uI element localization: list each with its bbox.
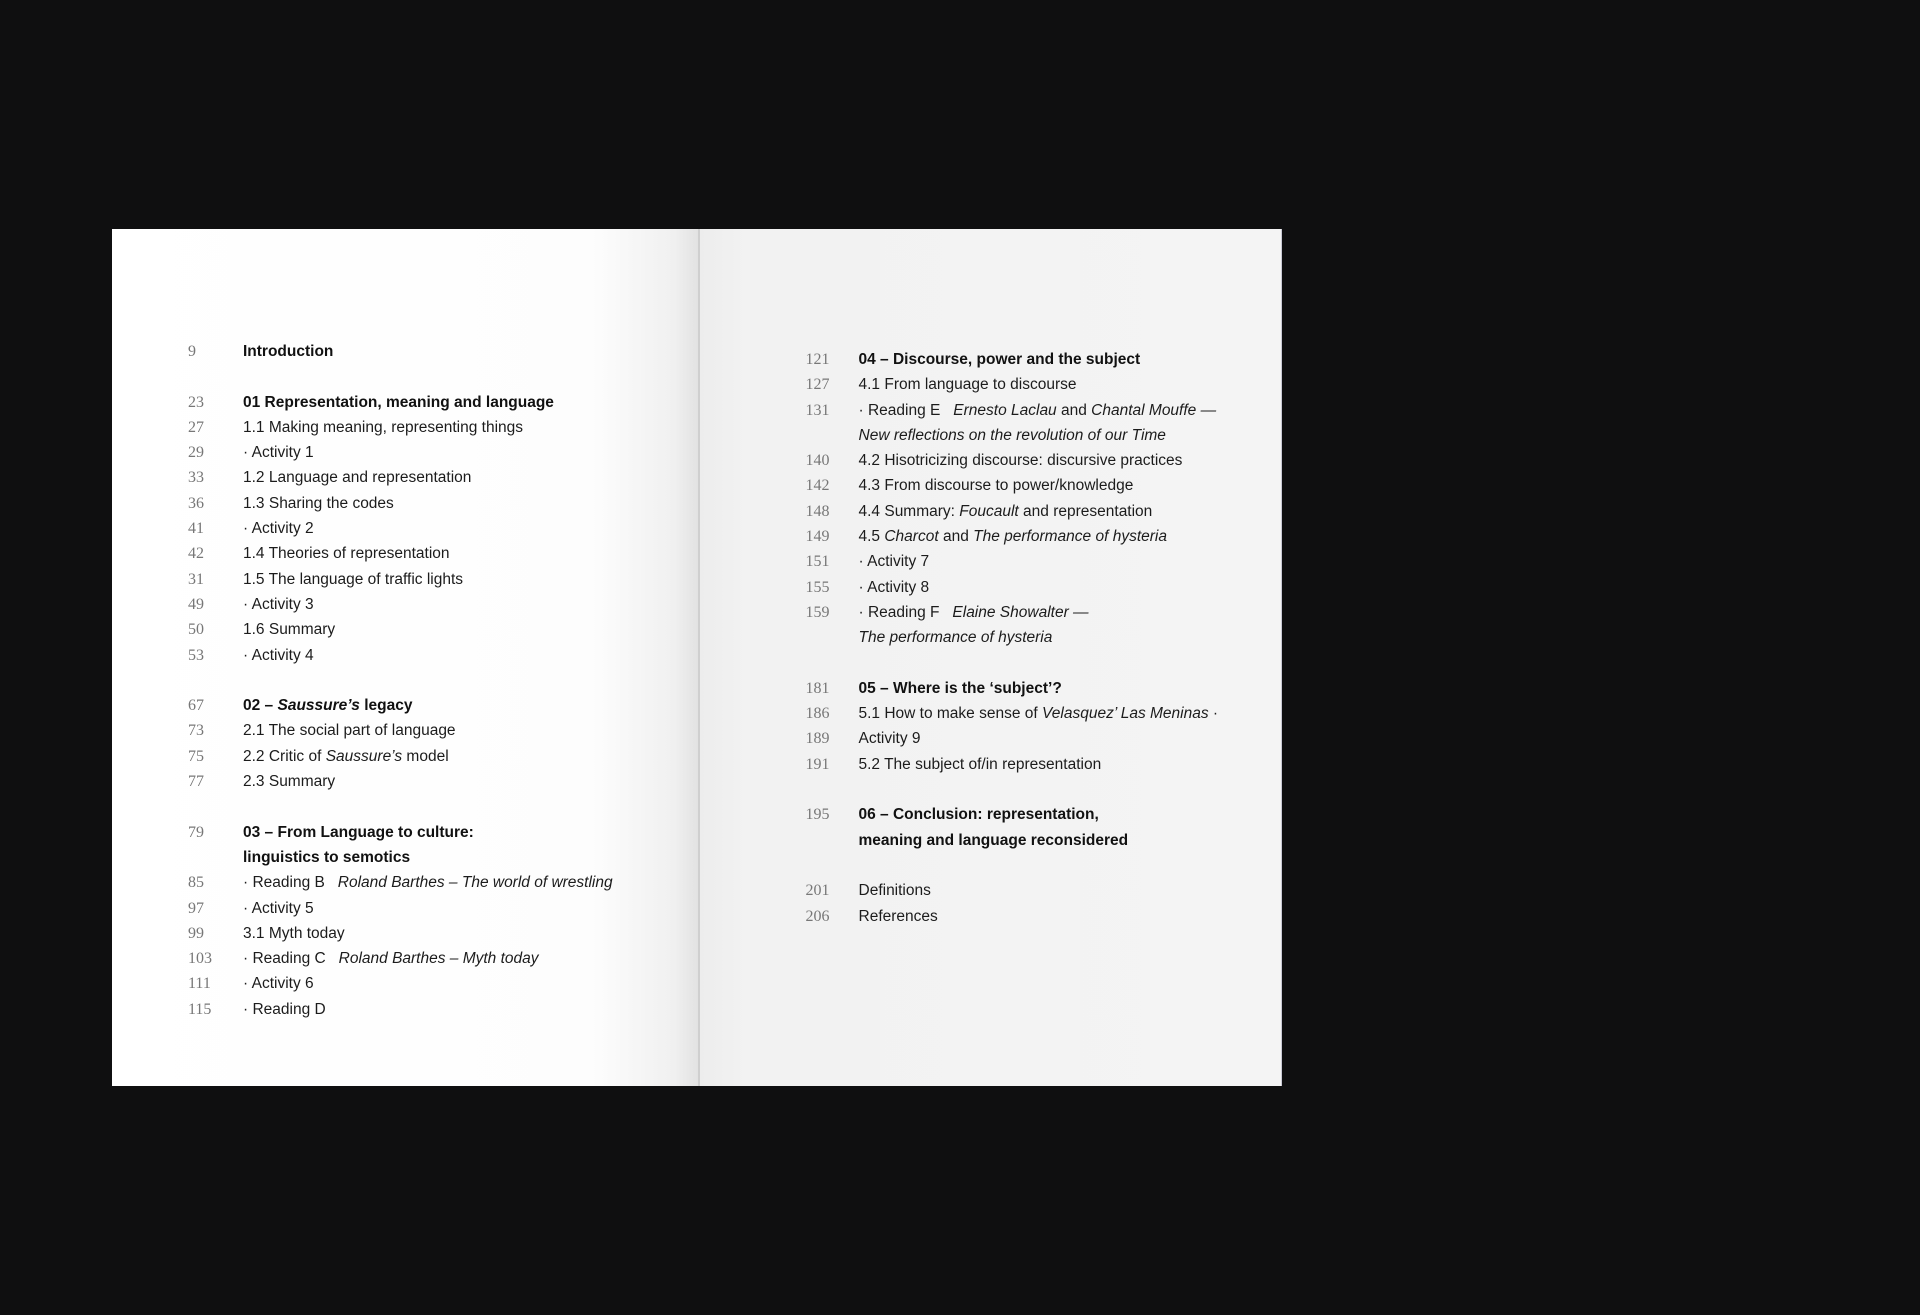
toc-title-part: model xyxy=(402,747,449,765)
toc-spacer xyxy=(188,668,613,693)
toc-entry xyxy=(188,946,613,971)
toc-title-part: and representation xyxy=(1018,502,1153,520)
toc-entry xyxy=(806,752,1219,777)
toc-page-number: 127 xyxy=(805,376,830,394)
toc-title-part: legacy xyxy=(359,697,413,715)
toc-title-part: 05 – Where is the ‘subject’? xyxy=(858,679,1062,697)
toc-title xyxy=(243,415,523,440)
toc-page-number: 36 xyxy=(188,494,204,512)
toc-title xyxy=(859,347,1141,372)
toc-title-part: 1.2 Language and representation xyxy=(243,469,472,487)
toc-title-italic: Velasquez’ Las Meninas xyxy=(1042,705,1209,723)
toc-page-number: 29 xyxy=(188,444,204,462)
toc-entry xyxy=(188,643,613,668)
toc-page-number: 75 xyxy=(188,747,204,765)
toc-title xyxy=(243,465,471,490)
toc-entry xyxy=(806,524,1219,549)
toc-entry xyxy=(806,347,1219,372)
toc-page-number: 53 xyxy=(188,646,204,664)
toc-title-part: Introduction xyxy=(243,343,334,360)
toc-title-part: 4.3 From discourse to power/knowledge xyxy=(858,477,1134,495)
toc-title-part: linguistics to semotics xyxy=(243,848,411,866)
toc-spacer xyxy=(806,777,1219,802)
toc-title-part: · Activity 6 xyxy=(243,975,314,993)
toc-title xyxy=(243,971,314,996)
toc-title-italic: Charcot xyxy=(884,528,939,546)
toc-entry xyxy=(188,592,613,617)
toc-title xyxy=(859,878,931,903)
toc-page-number: 79 xyxy=(188,823,204,841)
toc-title xyxy=(859,549,930,574)
toc-entry xyxy=(806,499,1219,524)
toc-entry xyxy=(188,845,613,870)
toc-title-italic: Saussure’s xyxy=(325,747,403,765)
toc-page-number: 140 xyxy=(805,452,830,470)
right-page xyxy=(700,229,1283,1086)
toc-title-part: · Activity 4 xyxy=(243,646,314,664)
toc-entry xyxy=(806,549,1219,574)
toc-left-list xyxy=(188,339,613,1022)
toc-page-number: 181 xyxy=(805,679,830,697)
toc-entry xyxy=(806,904,1219,929)
toc-entry xyxy=(188,896,613,921)
toc-page-number: 189 xyxy=(805,730,830,748)
toc-title-part: 5.1 How to make sense of xyxy=(858,705,1043,723)
toc-title-italic: Ernesto Laclau xyxy=(953,401,1057,419)
toc-entry xyxy=(188,769,613,794)
toc-title-part: References xyxy=(858,907,938,925)
toc-entry xyxy=(806,625,1219,650)
toc-spacer xyxy=(806,853,1219,878)
toc-title xyxy=(859,473,1134,498)
toc-title-italic: Foucault xyxy=(959,502,1019,520)
toc-title xyxy=(859,448,1183,473)
toc-entry xyxy=(806,828,1219,853)
toc-page-number: 73 xyxy=(188,722,204,740)
toc-page-number: 148 xyxy=(805,502,830,520)
left-page xyxy=(112,229,698,1086)
toc-title xyxy=(243,744,449,769)
toc-page-number: 33 xyxy=(188,469,204,487)
toc-page-number: 9 xyxy=(188,343,196,360)
toc-page-number: 149 xyxy=(805,528,830,546)
toc-page-number: 121 xyxy=(805,351,830,368)
toc-entry xyxy=(188,693,613,718)
toc-entry xyxy=(188,339,613,364)
toc-page-number: 201 xyxy=(805,882,830,900)
toc-title-part: 1.1 Making meaning, representing things xyxy=(243,418,524,436)
toc-title-italic: Roland Barthes – Myth today xyxy=(338,950,539,968)
toc-title xyxy=(243,845,410,870)
toc-entry xyxy=(188,465,613,490)
toc-title-italic: Chantal Mouffe — xyxy=(1091,401,1217,419)
toc-title xyxy=(243,870,613,895)
toc-title-italic: New reflections on the revolution of our Time xyxy=(858,426,1166,444)
toc-title-italic: Roland Barthes – The world of wrestling xyxy=(337,874,613,892)
toc-page-number: 151 xyxy=(805,553,830,571)
toc-title xyxy=(859,828,1129,853)
toc-title-part: 2.2 Critic of xyxy=(243,747,326,765)
toc-page-number: 191 xyxy=(805,755,830,773)
toc-entry xyxy=(188,921,613,946)
toc-entry xyxy=(188,491,613,516)
toc-title-italic: The performance of hysteria xyxy=(858,629,1053,647)
toc-title-part: 03 – From Language to culture: xyxy=(243,823,474,841)
toc-title xyxy=(859,676,1062,701)
toc-title-part: 1.5 The language of traffic lights xyxy=(243,570,464,588)
toc-title xyxy=(243,440,314,465)
toc-title-part: · Activity 2 xyxy=(243,520,314,538)
toc-title-part: 1.6 Summary xyxy=(243,621,336,639)
toc-entry xyxy=(806,448,1219,473)
toc-entry xyxy=(806,473,1219,498)
toc-page-number: 99 xyxy=(188,924,204,942)
toc-title-part: 5.2 The subject of/in representation xyxy=(858,755,1102,773)
toc-title-part: 2.1 The social part of language xyxy=(243,722,456,740)
toc-page-number: 27 xyxy=(188,418,204,436)
toc-page-number: 131 xyxy=(805,401,830,419)
toc-right-list xyxy=(806,347,1219,929)
toc-page-number: 77 xyxy=(188,773,204,791)
toc-title-part: · Activity 5 xyxy=(243,899,314,917)
toc-title-part: · Activity 8 xyxy=(858,578,930,596)
toc-title-italic: Elaine Showalter — xyxy=(952,603,1089,621)
toc-title-part: 4.1 From language to discourse xyxy=(858,376,1077,394)
book-spread xyxy=(112,229,1282,1086)
toc-title xyxy=(243,896,314,921)
toc-title xyxy=(243,390,554,415)
toc-title-part: · Reading E xyxy=(858,401,954,419)
toc-title-part: Activity 9 xyxy=(858,730,921,748)
toc-title xyxy=(859,398,1217,423)
toc-title xyxy=(859,625,1053,650)
toc-title xyxy=(243,921,345,946)
toc-title xyxy=(243,339,333,364)
toc-title-part: · Activity 1 xyxy=(243,444,314,462)
toc-title xyxy=(859,372,1077,397)
toc-title xyxy=(243,946,539,971)
toc-entry xyxy=(188,415,613,440)
toc-page-number: 195 xyxy=(805,806,830,824)
toc-title xyxy=(859,904,938,929)
toc-page-number: 115 xyxy=(188,1000,212,1018)
toc-entry xyxy=(188,567,613,592)
toc-title-part: Definitions xyxy=(858,882,931,900)
toc-title xyxy=(859,524,1167,549)
toc-entry xyxy=(806,726,1219,751)
toc-title-part: · Activity 7 xyxy=(858,553,930,571)
toc-title xyxy=(859,499,1153,524)
toc-title-part: 01 Representation, meaning and language xyxy=(243,393,554,411)
toc-title-part: 06 – Conclusion: representation, xyxy=(858,806,1099,824)
toc-title-part: · Reading F xyxy=(858,603,953,621)
toc-title-part: · Reading C xyxy=(243,950,339,968)
toc-title-part: · Reading D xyxy=(243,1000,326,1018)
toc-title xyxy=(243,516,314,541)
toc-title-part: and xyxy=(1056,401,1092,419)
toc-title-part: 02 – xyxy=(243,697,278,715)
toc-entry xyxy=(806,575,1219,600)
toc-page-number: 67 xyxy=(188,697,204,715)
toc-entry xyxy=(188,870,613,895)
toc-title-part: 4.2 Hisotricizing discourse: discursive practices xyxy=(858,452,1183,470)
toc-entry xyxy=(188,718,613,743)
toc-title xyxy=(859,423,1166,448)
toc-entry xyxy=(188,516,613,541)
toc-title-part: · Activity 3 xyxy=(243,595,314,613)
toc-entry xyxy=(806,398,1219,423)
toc-title-part: 1.4 Theories of representation xyxy=(243,545,450,563)
toc-title xyxy=(859,575,930,600)
toc-page-number: 97 xyxy=(188,899,204,917)
toc-title xyxy=(243,567,463,592)
toc-title xyxy=(243,718,456,743)
toc-entry xyxy=(188,390,613,415)
toc-title-italic: The performance of hysteria xyxy=(973,528,1167,546)
toc-entry xyxy=(806,676,1219,701)
toc-entry xyxy=(806,802,1219,827)
toc-title-part: 3.1 Myth today xyxy=(243,924,345,942)
toc-page-number: 42 xyxy=(188,545,204,563)
toc-entry xyxy=(188,440,613,465)
toc-page-number: 111 xyxy=(188,975,211,993)
toc-title-part: 4.5 xyxy=(858,528,885,546)
toc-entry xyxy=(806,878,1219,903)
toc-entry xyxy=(188,971,613,996)
toc-title xyxy=(859,600,1089,625)
toc-title xyxy=(243,592,314,617)
toc-entry xyxy=(188,997,613,1022)
toc-entry xyxy=(806,423,1219,448)
toc-spacer xyxy=(188,794,613,819)
toc-page-number: 85 xyxy=(188,874,204,892)
toc-title xyxy=(859,752,1102,777)
toc-page-number: 23 xyxy=(188,393,204,411)
toc-title-part: 04 – Discourse, power and the subject xyxy=(858,351,1141,368)
toc-page-number: 50 xyxy=(188,621,204,639)
toc-title xyxy=(243,820,474,845)
toc-entry xyxy=(188,617,613,642)
toc-title-part: · xyxy=(1208,705,1219,723)
toc-title-part: · Reading B xyxy=(243,874,338,892)
toc-title xyxy=(243,769,335,794)
toc-title-part: 4.4 Summary: xyxy=(858,502,960,520)
toc-title xyxy=(243,541,450,566)
toc-entry xyxy=(806,600,1219,625)
toc-page-number: 159 xyxy=(805,603,830,621)
toc-spacer xyxy=(188,364,613,389)
toc-title-part: meaning and language reconsidered xyxy=(858,831,1129,849)
toc-page-number: 49 xyxy=(188,595,204,613)
toc-title xyxy=(243,997,326,1022)
toc-title xyxy=(859,726,921,751)
toc-entry xyxy=(188,820,613,845)
toc-entry xyxy=(806,701,1219,726)
toc-title xyxy=(859,701,1219,726)
toc-title xyxy=(859,802,1099,827)
toc-title-italic: Saussure’s xyxy=(277,697,360,715)
toc-page-number: 142 xyxy=(805,477,830,495)
toc-spacer xyxy=(806,651,1219,676)
toc-page-number: 103 xyxy=(188,950,212,968)
toc-title-part: and xyxy=(938,528,974,546)
toc-entry xyxy=(188,744,613,769)
toc-entry xyxy=(806,372,1219,397)
toc-title-part: 2.3 Summary xyxy=(243,773,336,791)
toc-entry xyxy=(188,541,613,566)
toc-page-number: 155 xyxy=(805,578,830,596)
toc-title xyxy=(243,693,412,718)
toc-page-number: 206 xyxy=(805,907,830,925)
toc-title xyxy=(243,617,335,642)
toc-page-number: 186 xyxy=(805,705,830,723)
toc-title xyxy=(243,491,394,516)
toc-page-number: 41 xyxy=(188,520,204,538)
toc-page-number: 31 xyxy=(188,570,204,588)
toc-title xyxy=(243,643,314,668)
toc-title-part: 1.3 Sharing the codes xyxy=(243,494,394,512)
